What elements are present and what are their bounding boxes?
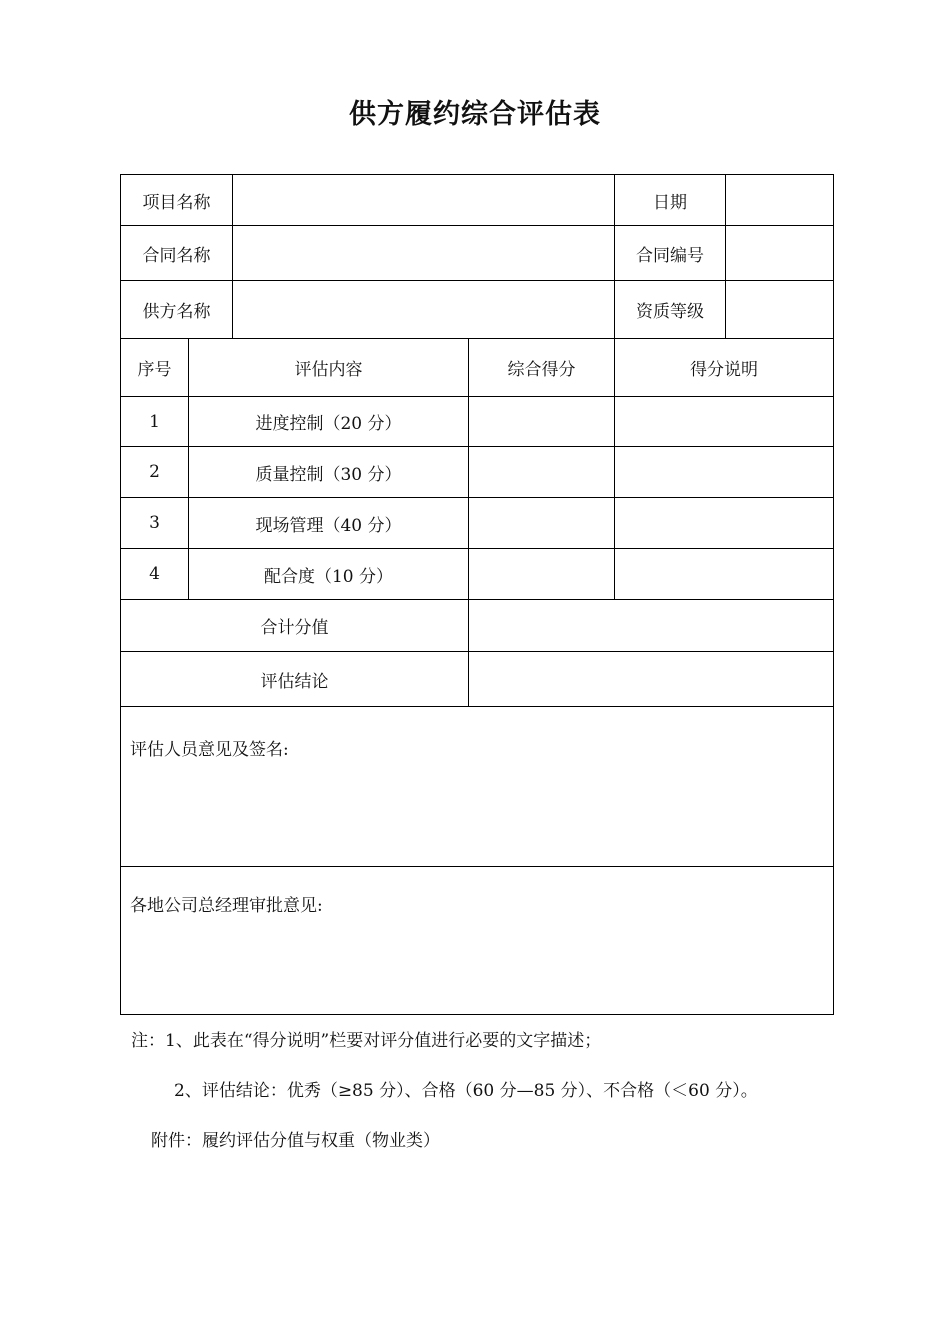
contract-name-field[interactable] — [233, 226, 615, 281]
row-remark-field[interactable] — [615, 498, 834, 549]
row-content: 配合度（10 分） — [189, 549, 469, 600]
qualification-label: 资质等级 — [615, 281, 726, 339]
row-remark-field[interactable] — [615, 397, 834, 447]
contract-no-label: 合同编号 — [615, 226, 726, 281]
manager-opinion-field[interactable]: 各地公司总经理审批意见: — [121, 867, 834, 1015]
header-score: 综合得分 — [469, 339, 615, 397]
table-row — [121, 447, 834, 498]
total-field[interactable] — [469, 600, 834, 652]
row-no: 3 — [121, 498, 189, 549]
date-field[interactable] — [726, 175, 834, 226]
project-name-row — [121, 175, 834, 226]
evaluator-opinion-field[interactable]: 评估人员意见及签名: — [121, 707, 834, 867]
header-remark: 得分说明 — [615, 339, 834, 397]
supplier-name-label: 供方名称 — [121, 281, 233, 339]
date-label: 日期 — [615, 175, 726, 226]
manager-opinion-row — [121, 867, 834, 1015]
supplier-name-field[interactable] — [233, 281, 615, 339]
row-score-field[interactable] — [469, 447, 615, 498]
form-title: 供方履约综合评估表 — [349, 99, 601, 130]
note-2: 2、评估结论：优秀（≥85 分）、合格（60 分—85 分）、不合格（＜60 分）。 — [174, 1081, 758, 1101]
evaluator-opinion-row — [121, 707, 834, 867]
row-remark-field[interactable] — [615, 447, 834, 498]
eval-header-row — [121, 339, 834, 397]
total-row — [121, 600, 834, 652]
row-no: 1 — [121, 397, 189, 447]
row-content: 质量控制（30 分） — [189, 447, 469, 498]
project-name-field[interactable] — [233, 175, 615, 226]
project-name-label: 项目名称 — [121, 175, 233, 226]
conclusion-row — [121, 652, 834, 707]
contract-no-field[interactable] — [726, 226, 834, 281]
table-row — [121, 498, 834, 549]
contract-name-label: 合同名称 — [121, 226, 233, 281]
conclusion-label: 评估结论 — [121, 652, 469, 707]
table-row — [121, 397, 834, 447]
row-remark-field[interactable] — [615, 549, 834, 600]
row-score-field[interactable] — [469, 549, 615, 600]
row-score-field[interactable] — [469, 498, 615, 549]
contract-name-row — [121, 226, 834, 281]
row-content: 现场管理（40 分） — [189, 498, 469, 549]
row-content: 进度控制（20 分） — [189, 397, 469, 447]
header-content: 评估内容 — [189, 339, 469, 397]
evaluation-form-table — [120, 174, 834, 1015]
conclusion-field[interactable] — [469, 652, 834, 707]
row-no: 2 — [121, 447, 189, 498]
note-1: 注：1、此表在“得分说明”栏要对评分值进行必要的文字描述； — [131, 1031, 602, 1051]
supplier-name-row — [121, 281, 834, 339]
table-row — [121, 549, 834, 600]
total-label: 合计分值 — [121, 600, 469, 652]
qualification-field[interactable] — [726, 281, 834, 339]
attachment-note: 附件：履约评估分值与权重（物业类） — [151, 1131, 440, 1151]
row-no: 4 — [121, 549, 189, 600]
row-score-field[interactable] — [469, 397, 615, 447]
header-no: 序号 — [121, 339, 189, 397]
